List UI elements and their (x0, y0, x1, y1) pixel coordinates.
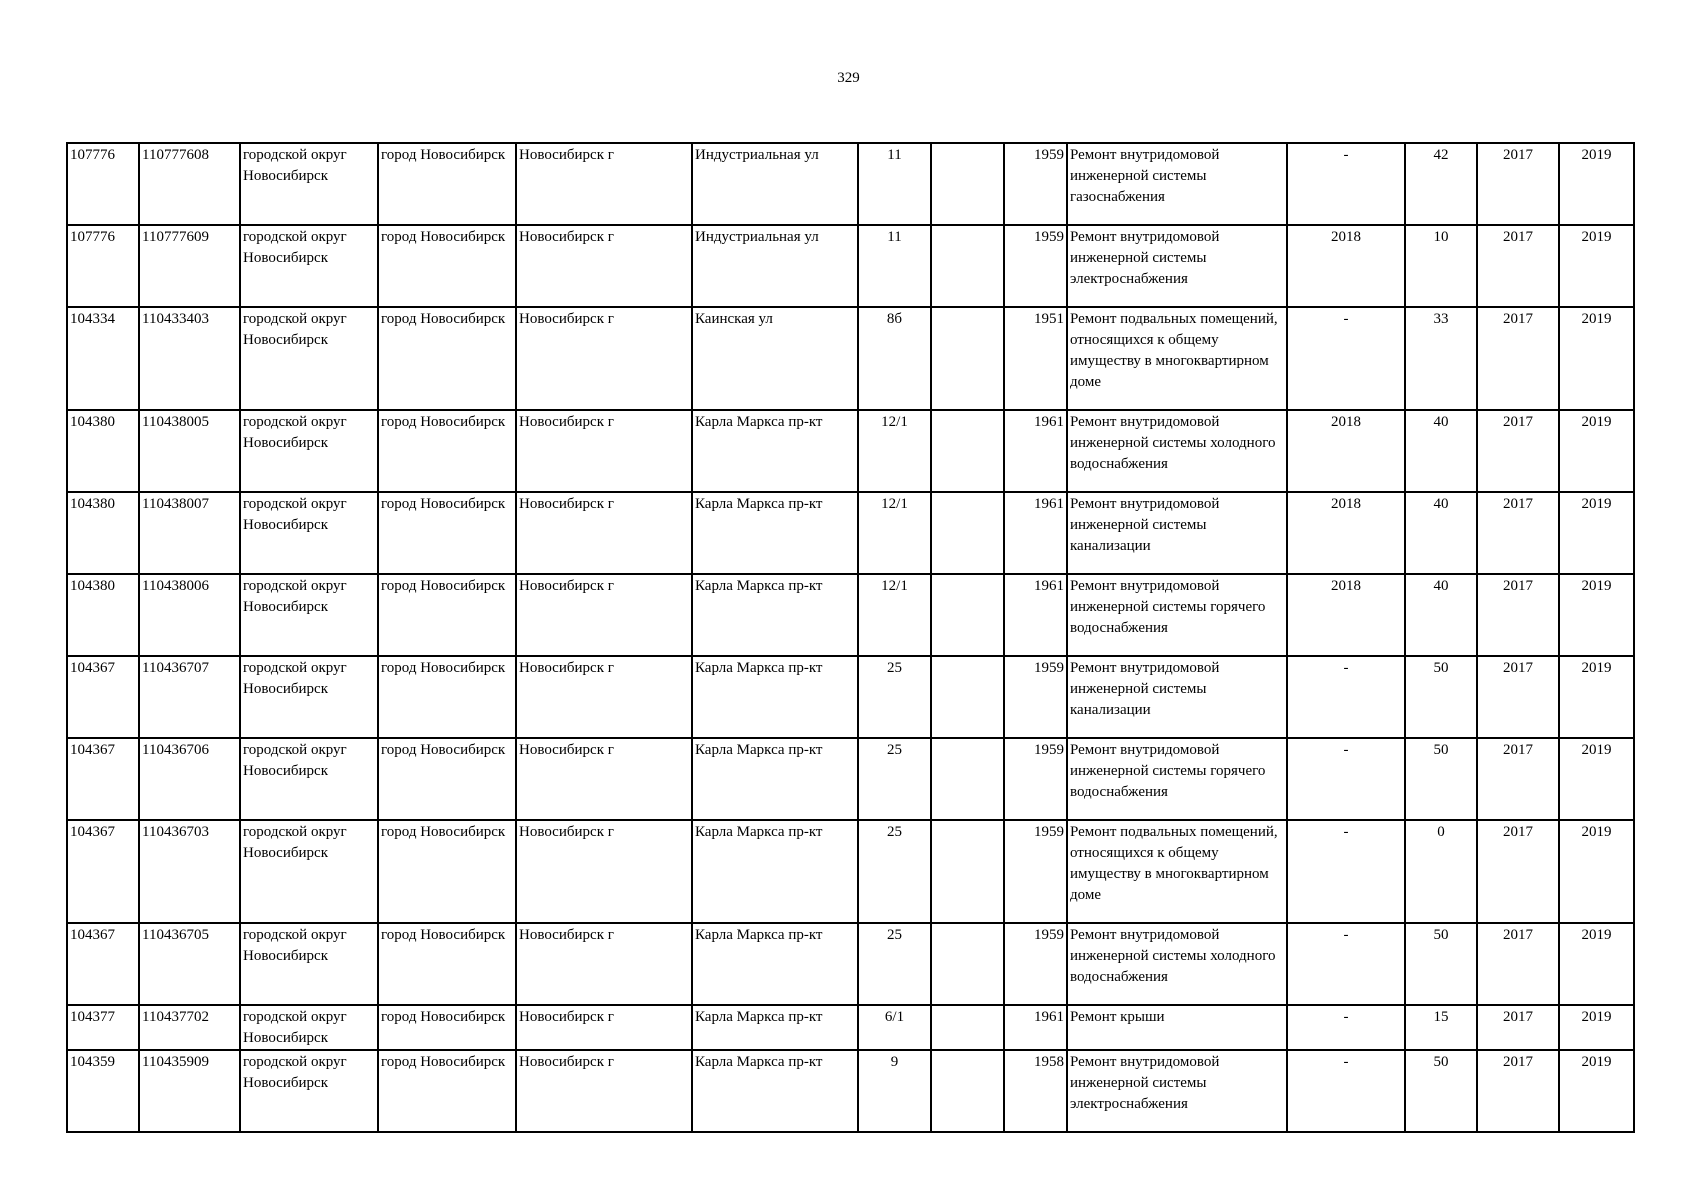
work-type-cell: Ремонт подвальных помещений, относящихся к общему имуществу в многоквартирном доме (1067, 307, 1287, 410)
start-year-cell: 2017 (1477, 410, 1559, 492)
building-cell (931, 923, 1004, 1005)
house-number-cell: 25 (858, 820, 931, 923)
start-year-cell: 2017 (1477, 574, 1559, 656)
page-number: 329 (837, 70, 860, 86)
locality-cell: Новосибирск г (516, 820, 692, 923)
start-year-cell: 2017 (1477, 1005, 1559, 1050)
street-cell: Карла Маркса пр-кт (692, 574, 858, 656)
street-cell: Карла Маркса пр-кт (692, 1050, 858, 1132)
house-number-cell: 25 (858, 738, 931, 820)
building-cell (931, 820, 1004, 923)
house-id-cell: 104367 (67, 923, 139, 1005)
house-number-cell: 8б (858, 307, 931, 410)
start-year-cell: 2017 (1477, 492, 1559, 574)
settlement-cell: город Новосибирск (378, 820, 516, 923)
end-year-cell: 2019 (1559, 225, 1634, 307)
house-id-cell: 104367 (67, 820, 139, 923)
work-type-cell: Ремонт внутридомовой инженерной системы горячего водоснабжения (1067, 574, 1287, 656)
work-id-cell: 110436705 (139, 923, 240, 1005)
work-id-cell: 110777608 (139, 143, 240, 225)
construction-year-cell: 1961 (1004, 492, 1067, 574)
construction-year-cell: 1959 (1004, 820, 1067, 923)
construction-year-cell: 1959 (1004, 923, 1067, 1005)
construction-year-cell: 1961 (1004, 410, 1067, 492)
house-number-cell: 11 (858, 225, 931, 307)
street-cell: Карла Маркса пр-кт (692, 820, 858, 923)
house-id-cell: 104359 (67, 1050, 139, 1132)
end-year-cell: 2019 (1559, 820, 1634, 923)
last-repair-year-cell: - (1287, 656, 1405, 738)
house-id-cell: 104334 (67, 307, 139, 410)
construction-year-cell: 1951 (1004, 307, 1067, 410)
house-id-cell: 107776 (67, 143, 139, 225)
work-id-cell: 110436707 (139, 656, 240, 738)
locality-cell: Новосибирск г (516, 1005, 692, 1050)
municipality-cell: городской округ Новосибирск (240, 1050, 378, 1132)
house-id-cell: 104367 (67, 738, 139, 820)
house-number-cell: 12/1 (858, 574, 931, 656)
table-row (67, 738, 1634, 820)
building-cell (931, 225, 1004, 307)
building-cell (931, 410, 1004, 492)
work-type-cell: Ремонт внутридомовой инженерной системы электроснабжения (1067, 225, 1287, 307)
building-cell (931, 1050, 1004, 1132)
work-id-cell: 110438005 (139, 410, 240, 492)
end-year-cell: 2019 (1559, 410, 1634, 492)
building-cell (931, 307, 1004, 410)
work-id-cell: 110436706 (139, 738, 240, 820)
settlement-cell: город Новосибирск (378, 574, 516, 656)
end-year-cell: 2019 (1559, 738, 1634, 820)
municipality-cell: городской округ Новосибирск (240, 923, 378, 1005)
locality-cell: Новосибирск г (516, 923, 692, 1005)
end-year-cell: 2019 (1559, 574, 1634, 656)
start-year-cell: 2017 (1477, 656, 1559, 738)
work-type-cell: Ремонт внутридомовой инженерной системы холодного водоснабжения (1067, 410, 1287, 492)
wear-percent-cell: 40 (1405, 574, 1477, 656)
house-number-cell: 9 (858, 1050, 931, 1132)
municipality-cell: городской округ Новосибирск (240, 492, 378, 574)
locality-cell: Новосибирск г (516, 410, 692, 492)
last-repair-year-cell: - (1287, 1005, 1405, 1050)
building-cell (931, 574, 1004, 656)
building-cell (931, 738, 1004, 820)
work-id-cell: 110438006 (139, 574, 240, 656)
municipality-cell: городской округ Новосибирск (240, 820, 378, 923)
house-id-cell: 104367 (67, 656, 139, 738)
settlement-cell: город Новосибирск (378, 1005, 516, 1050)
table-row (67, 1050, 1634, 1132)
last-repair-year-cell: - (1287, 738, 1405, 820)
street-cell: Карла Маркса пр-кт (692, 656, 858, 738)
building-cell (931, 143, 1004, 225)
wear-percent-cell: 40 (1405, 410, 1477, 492)
wear-percent-cell: 50 (1405, 656, 1477, 738)
work-type-cell: Ремонт внутридомовой инженерной системы электроснабжения (1067, 1050, 1287, 1132)
street-cell: Карла Маркса пр-кт (692, 492, 858, 574)
end-year-cell: 2019 (1559, 1050, 1634, 1132)
municipality-cell: городской округ Новосибирск (240, 410, 378, 492)
table-row (67, 410, 1634, 492)
wear-percent-cell: 40 (1405, 492, 1477, 574)
start-year-cell: 2017 (1477, 738, 1559, 820)
table-row (67, 923, 1634, 1005)
settlement-cell: город Новосибирск (378, 410, 516, 492)
municipality-cell: городской округ Новосибирск (240, 143, 378, 225)
municipality-cell: городской округ Новосибирск (240, 574, 378, 656)
municipality-cell: городской округ Новосибирск (240, 656, 378, 738)
repair-registry-table (66, 142, 1635, 1133)
table-row (67, 225, 1634, 307)
municipality-cell: городской округ Новосибирск (240, 225, 378, 307)
wear-percent-cell: 42 (1405, 143, 1477, 225)
table-row (67, 574, 1634, 656)
street-cell: Индустриальная ул (692, 225, 858, 307)
street-cell: Индустриальная ул (692, 143, 858, 225)
construction-year-cell: 1961 (1004, 574, 1067, 656)
last-repair-year-cell: - (1287, 820, 1405, 923)
work-type-cell: Ремонт подвальных помещений, относящихся к общему имуществу в многоквартирном доме (1067, 820, 1287, 923)
house-number-cell: 11 (858, 143, 931, 225)
work-type-cell: Ремонт крыши (1067, 1005, 1287, 1050)
last-repair-year-cell: - (1287, 143, 1405, 225)
house-id-cell: 107776 (67, 225, 139, 307)
table-row (67, 820, 1634, 923)
work-type-cell: Ремонт внутридомовой инженерной системы канализации (1067, 492, 1287, 574)
work-id-cell: 110433403 (139, 307, 240, 410)
last-repair-year-cell: - (1287, 1050, 1405, 1132)
work-id-cell: 110436703 (139, 820, 240, 923)
construction-year-cell: 1959 (1004, 143, 1067, 225)
municipality-cell: городской округ Новосибирск (240, 307, 378, 410)
locality-cell: Новосибирск г (516, 738, 692, 820)
municipality-cell: городской округ Новосибирск (240, 738, 378, 820)
building-cell (931, 656, 1004, 738)
end-year-cell: 2019 (1559, 656, 1634, 738)
start-year-cell: 2017 (1477, 225, 1559, 307)
street-cell: Карла Маркса пр-кт (692, 738, 858, 820)
building-cell (931, 1005, 1004, 1050)
settlement-cell: город Новосибирск (378, 656, 516, 738)
last-repair-year-cell: - (1287, 923, 1405, 1005)
house-number-cell: 25 (858, 656, 931, 738)
house-id-cell: 104380 (67, 492, 139, 574)
end-year-cell: 2019 (1559, 923, 1634, 1005)
locality-cell: Новосибирск г (516, 1050, 692, 1132)
start-year-cell: 2017 (1477, 307, 1559, 410)
construction-year-cell: 1959 (1004, 225, 1067, 307)
wear-percent-cell: 50 (1405, 738, 1477, 820)
settlement-cell: город Новосибирск (378, 738, 516, 820)
work-type-cell: Ремонт внутридомовой инженерной системы канализации (1067, 656, 1287, 738)
house-id-cell: 104380 (67, 574, 139, 656)
settlement-cell: город Новосибирск (378, 307, 516, 410)
construction-year-cell: 1961 (1004, 1005, 1067, 1050)
house-number-cell: 6/1 (858, 1005, 931, 1050)
wear-percent-cell: 0 (1405, 820, 1477, 923)
end-year-cell: 2019 (1559, 307, 1634, 410)
house-number-cell: 12/1 (858, 492, 931, 574)
house-number-cell: 25 (858, 923, 931, 1005)
start-year-cell: 2017 (1477, 820, 1559, 923)
last-repair-year-cell: 2018 (1287, 225, 1405, 307)
settlement-cell: город Новосибирск (378, 492, 516, 574)
settlement-cell: город Новосибирск (378, 225, 516, 307)
wear-percent-cell: 50 (1405, 1050, 1477, 1132)
house-id-cell: 104377 (67, 1005, 139, 1050)
settlement-cell: город Новосибирск (378, 923, 516, 1005)
construction-year-cell: 1959 (1004, 656, 1067, 738)
start-year-cell: 2017 (1477, 923, 1559, 1005)
work-type-cell: Ремонт внутридомовой инженерной системы горячего водоснабжения (1067, 738, 1287, 820)
end-year-cell: 2019 (1559, 492, 1634, 574)
last-repair-year-cell: - (1287, 307, 1405, 410)
start-year-cell: 2017 (1477, 143, 1559, 225)
street-cell: Каинская ул (692, 307, 858, 410)
wear-percent-cell: 10 (1405, 225, 1477, 307)
locality-cell: Новосибирск г (516, 656, 692, 738)
table-body (67, 143, 1634, 1132)
table-row (67, 492, 1634, 574)
settlement-cell: город Новосибирск (378, 1050, 516, 1132)
wear-percent-cell: 33 (1405, 307, 1477, 410)
table-row (67, 1005, 1634, 1050)
street-cell: Карла Маркса пр-кт (692, 410, 858, 492)
end-year-cell: 2019 (1559, 143, 1634, 225)
street-cell: Карла Маркса пр-кт (692, 923, 858, 1005)
start-year-cell: 2017 (1477, 1050, 1559, 1132)
municipality-cell: городской округ Новосибирск (240, 1005, 378, 1050)
table-row (67, 656, 1634, 738)
house-id-cell: 104380 (67, 410, 139, 492)
locality-cell: Новосибирск г (516, 143, 692, 225)
locality-cell: Новосибирск г (516, 225, 692, 307)
house-number-cell: 12/1 (858, 410, 931, 492)
construction-year-cell: 1958 (1004, 1050, 1067, 1132)
last-repair-year-cell: 2018 (1287, 492, 1405, 574)
work-type-cell: Ремонт внутридомовой инженерной системы газоснабжения (1067, 143, 1287, 225)
table-row (67, 307, 1634, 410)
work-id-cell: 110438007 (139, 492, 240, 574)
work-type-cell: Ремонт внутридомовой инженерной системы холодного водоснабжения (1067, 923, 1287, 1005)
settlement-cell: город Новосибирск (378, 143, 516, 225)
work-id-cell: 110437702 (139, 1005, 240, 1050)
wear-percent-cell: 50 (1405, 923, 1477, 1005)
table-row (67, 143, 1634, 225)
locality-cell: Новосибирск г (516, 307, 692, 410)
locality-cell: Новосибирск г (516, 574, 692, 656)
last-repair-year-cell: 2018 (1287, 410, 1405, 492)
wear-percent-cell: 15 (1405, 1005, 1477, 1050)
end-year-cell: 2019 (1559, 1005, 1634, 1050)
work-id-cell: 110435909 (139, 1050, 240, 1132)
construction-year-cell: 1959 (1004, 738, 1067, 820)
locality-cell: Новосибирск г (516, 492, 692, 574)
street-cell: Карла Маркса пр-кт (692, 1005, 858, 1050)
work-id-cell: 110777609 (139, 225, 240, 307)
last-repair-year-cell: 2018 (1287, 574, 1405, 656)
building-cell (931, 492, 1004, 574)
